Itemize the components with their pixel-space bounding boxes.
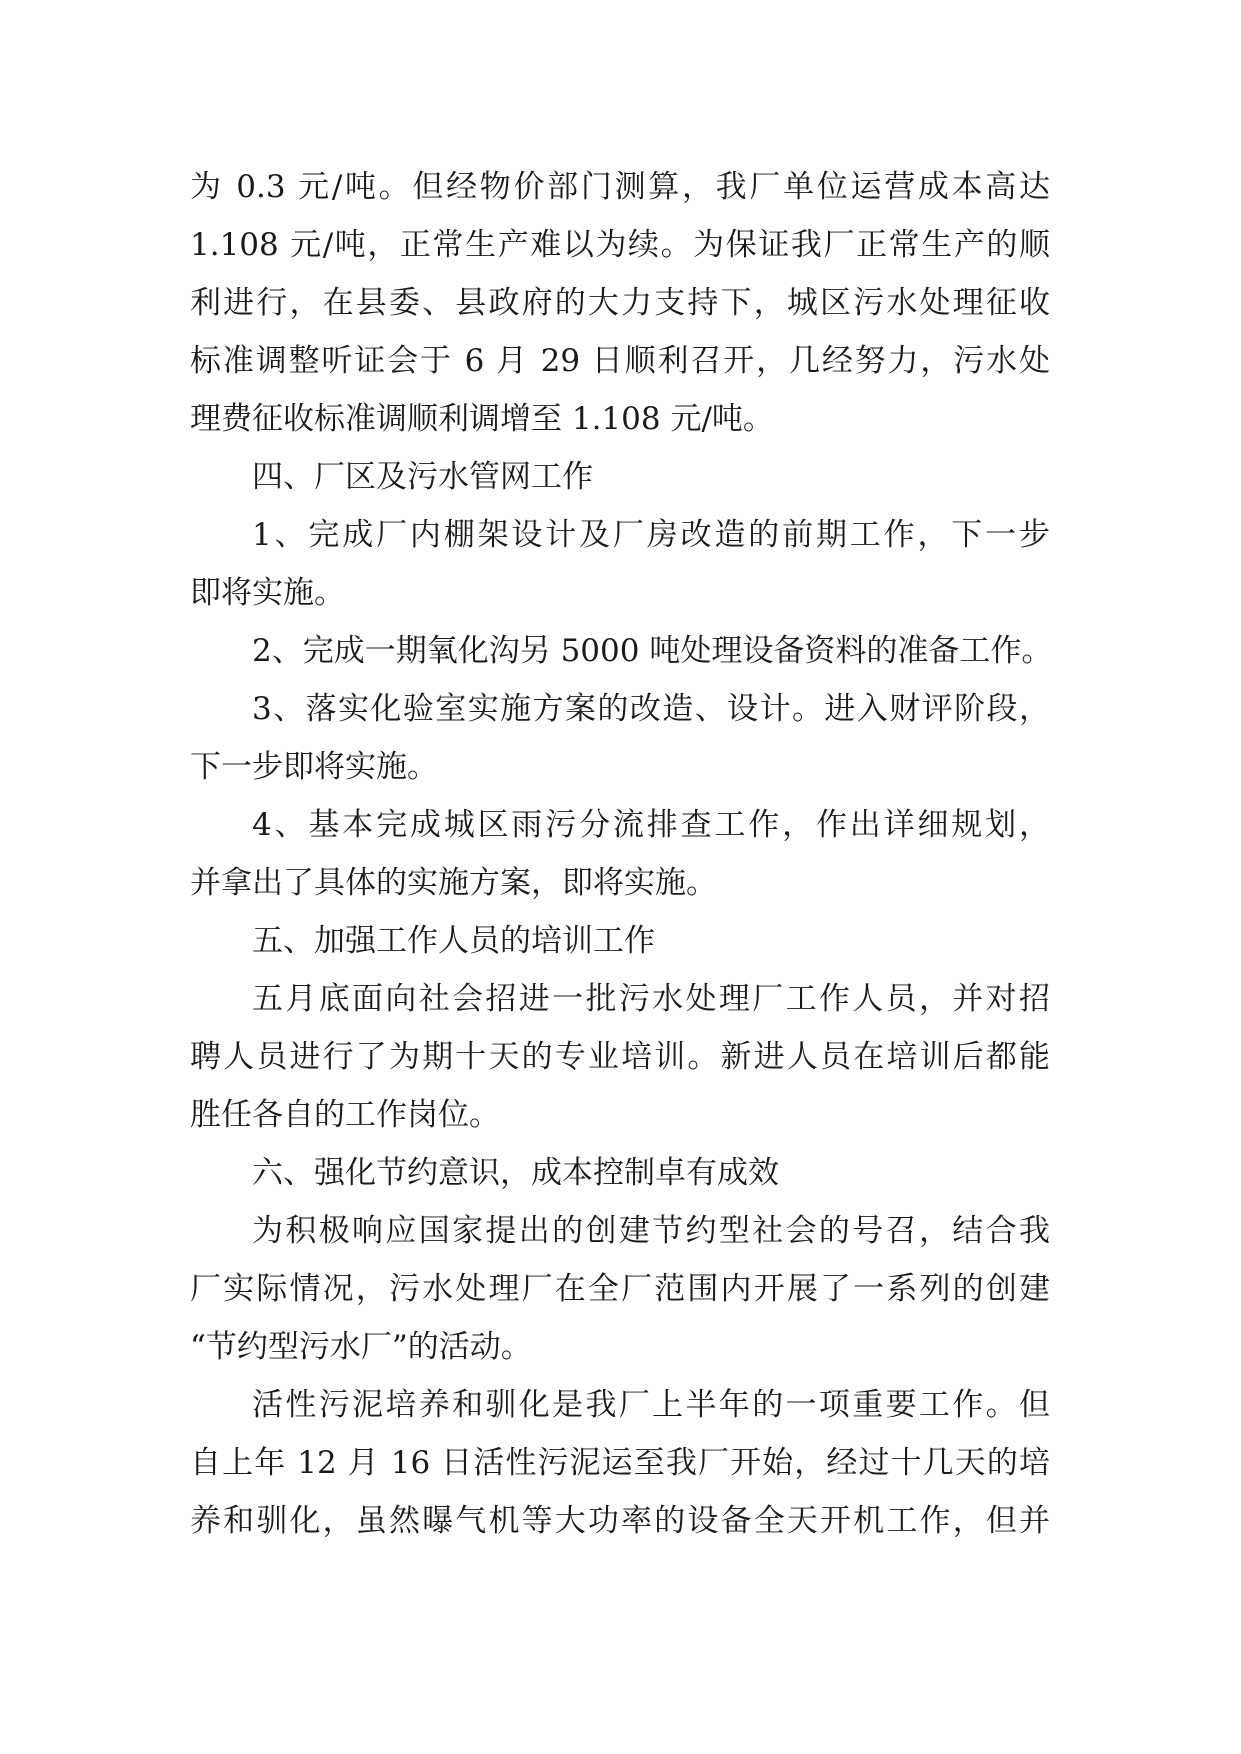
- section-heading: 六、强化节约意识，成本控制卓有成效: [252, 1155, 779, 1191]
- section-heading: 五、加强工作人员的培训工作: [252, 923, 655, 959]
- list-item: 4、基本完成城区雨污分流排查工作，作出详细规划，: [252, 807, 1050, 843]
- list-item: 3、落实化验室实施方案的改造、设计。进入财评阶段，: [252, 691, 1050, 727]
- text-line: 厂实际情况，污水处理厂在全厂范围内开展了一系列的创建: [190, 1271, 1050, 1307]
- text-line: 为 0.3 元/吨。但经物价部门测算，我厂单位运营成本高达: [190, 169, 1050, 205]
- paragraph-start: 为积极响应国家提出的创建节约型社会的号召，结合我: [252, 1213, 1050, 1249]
- section-heading: 四、厂区及污水管网工作: [252, 459, 593, 495]
- text-line: 自上年 12 月 16 日活性污泥运至我厂开始，经过十几天的培: [190, 1445, 1050, 1481]
- list-item: 1、完成厂内棚架设计及厂房改造的前期工作，下一步: [252, 517, 1050, 553]
- text-line: 聘人员进行了为期十天的专业培训。新进人员在培训后都能: [190, 1039, 1050, 1075]
- list-item: 2、完成一期氧化沟另 5000 吨处理设备资料的准备工作。: [252, 633, 1053, 669]
- text-line: 标准调整听证会于 6 月 29 日顺利召开，几经努力，污水处: [190, 343, 1050, 379]
- text-line: 理费征收标准调顺利调增至 1.108 元/吨。: [190, 401, 774, 437]
- text-line: “节约型污水厂”的活动。: [190, 1329, 532, 1365]
- document-body: [190, 158, 1053, 1550]
- text-line: 利进行，在县委、县政府的大力支持下，城区污水处理征收: [190, 285, 1050, 321]
- paragraph-start: 活性污泥培养和驯化是我厂上半年的一项重要工作。但: [252, 1387, 1050, 1423]
- text-line: 养和驯化，虽然曝气机等大功率的设备全天开机工作，但并: [190, 1503, 1050, 1539]
- text-line: 1.108 元/吨，正常生产难以为续。为保证我厂正常生产的顺: [190, 227, 1050, 263]
- paragraph-start: 五月底面向社会招进一批污水处理厂工作人员，并对招: [252, 981, 1050, 1017]
- text-line: 下一步即将实施。: [190, 749, 438, 785]
- text-line: 胜任各自的工作岗位。: [190, 1097, 500, 1133]
- text-line: 即将实施。: [190, 575, 345, 611]
- text-line: 并拿出了具体的实施方案，即将实施。: [190, 865, 717, 901]
